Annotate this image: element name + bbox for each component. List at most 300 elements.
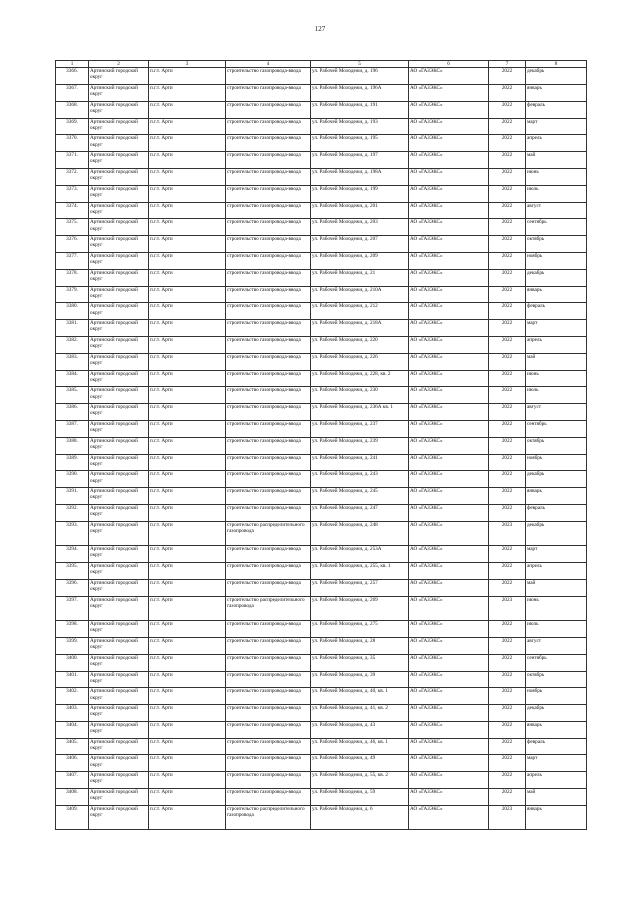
- year-cell: 2022: [489, 579, 526, 596]
- organization-cell: АО «ГАЗЭКС»: [409, 387, 489, 404]
- organization-cell: АО «ГАЗЭКС»: [409, 118, 489, 135]
- address-cell: ул. Рабочей Молодежи, д. 39: [311, 671, 409, 688]
- settlement-cell: п.г.т. Арти: [149, 320, 226, 337]
- organization-cell: АО «ГАЗЭКС»: [409, 621, 489, 638]
- row-number-cell: 3397.: [56, 596, 89, 621]
- row-number-cell: 3381.: [56, 320, 89, 337]
- table-row: [56, 152, 587, 169]
- work-type-cell: строительство газопровода-ввода: [226, 118, 311, 135]
- address-cell: ул. Рабочей Молодежи, д. 199: [311, 185, 409, 202]
- settlement-cell: п.г.т. Арти: [149, 705, 226, 722]
- month-cell: октябрь: [526, 236, 587, 253]
- year-cell: 2022: [489, 135, 526, 152]
- table-row: [56, 85, 587, 102]
- table-row: [56, 185, 587, 202]
- table-row: [56, 488, 587, 505]
- year-cell: 2022: [489, 168, 526, 185]
- organization-cell: АО «ГАЗЭКС»: [409, 202, 489, 219]
- address-cell: ул. Рабочей Молодежи, д. 228, кв. 2: [311, 370, 409, 387]
- year-cell: 2022: [489, 654, 526, 671]
- row-number-cell: 3405.: [56, 738, 89, 755]
- year-cell: 2022: [489, 454, 526, 471]
- settlement-cell: п.г.т. Арти: [149, 621, 226, 638]
- district-cell: Артинский городской округ: [89, 236, 149, 253]
- organization-cell: АО «ГАЗЭКС»: [409, 454, 489, 471]
- work-type-cell: строительство газопровода-ввода: [226, 488, 311, 505]
- table-row: [56, 454, 587, 471]
- work-type-cell: строительство распределительного газопровода: [226, 805, 311, 830]
- row-number-cell: 3402.: [56, 688, 89, 705]
- district-cell: Артинский городской округ: [89, 621, 149, 638]
- table-row: [56, 521, 587, 546]
- table-row: [56, 202, 587, 219]
- table-row: [56, 387, 587, 404]
- settlement-cell: п.г.т. Арти: [149, 370, 226, 387]
- district-cell: Артинский городской округ: [89, 68, 149, 85]
- work-type-cell: строительство газопровода-ввода: [226, 168, 311, 185]
- address-cell: ул. Рабочей Молодежи, д. 212: [311, 303, 409, 320]
- district-cell: Артинский городской округ: [89, 521, 149, 546]
- district-cell: Артинский городской округ: [89, 219, 149, 236]
- month-cell: январь: [526, 85, 587, 102]
- address-cell: ул. Рабочей Молодежи, д. 6: [311, 805, 409, 830]
- table-row: [56, 236, 587, 253]
- address-cell: ул. Рабочей Молодежи, д. 269: [311, 596, 409, 621]
- organization-cell: АО «ГАЗЭКС»: [409, 303, 489, 320]
- settlement-cell: п.г.т. Арти: [149, 521, 226, 546]
- month-cell: январь: [526, 721, 587, 738]
- row-number-cell: 3383.: [56, 353, 89, 370]
- address-cell: ул. Рабочей Молодежи, д. 21: [311, 269, 409, 286]
- settlement-cell: п.г.т. Арти: [149, 219, 226, 236]
- year-cell: 2022: [489, 504, 526, 521]
- table-row: [56, 721, 587, 738]
- row-number-cell: 3366.: [56, 68, 89, 85]
- work-type-cell: строительство газопровода-ввода: [226, 772, 311, 789]
- work-type-cell: строительство газопровода-ввода: [226, 437, 311, 454]
- year-cell: 2022: [489, 370, 526, 387]
- settlement-cell: п.г.т. Арти: [149, 671, 226, 688]
- row-number-cell: 3384.: [56, 370, 89, 387]
- settlement-cell: п.г.т. Арти: [149, 252, 226, 269]
- month-cell: январь: [526, 286, 587, 303]
- row-number-cell: 3378.: [56, 269, 89, 286]
- work-type-cell: строительство газопровода-ввода: [226, 504, 311, 521]
- year-cell: 2022: [489, 705, 526, 722]
- row-number-cell: 3385.: [56, 387, 89, 404]
- work-type-cell: строительство газопровода-ввода: [226, 219, 311, 236]
- header-cell: 8: [526, 61, 587, 68]
- table-row: [56, 370, 587, 387]
- month-cell: май: [526, 579, 587, 596]
- work-type-cell: строительство газопровода-ввода: [226, 563, 311, 580]
- district-cell: Артинский городской округ: [89, 135, 149, 152]
- address-cell: ул. Рабочей Молодежи, д. 275: [311, 621, 409, 638]
- work-type-cell: строительство газопровода-ввода: [226, 135, 311, 152]
- year-cell: 2022: [489, 152, 526, 169]
- row-number-cell: 3407.: [56, 772, 89, 789]
- month-cell: май: [526, 152, 587, 169]
- address-cell: ул. Рабочей Молодежи, д. 49: [311, 755, 409, 772]
- row-number-cell: 3391.: [56, 488, 89, 505]
- table-row: [56, 504, 587, 521]
- organization-cell: АО «ГАЗЭКС»: [409, 135, 489, 152]
- settlement-cell: п.г.т. Арти: [149, 85, 226, 102]
- row-number-cell: 3393.: [56, 521, 89, 546]
- header-cell: 4: [226, 61, 311, 68]
- district-cell: Артинский городской округ: [89, 596, 149, 621]
- district-cell: Артинский городской округ: [89, 269, 149, 286]
- month-cell: апрель: [526, 336, 587, 353]
- year-cell: 2022: [489, 387, 526, 404]
- address-cell: ул. Рабочей Молодежи, д. 255, кв. 1: [311, 563, 409, 580]
- row-number-cell: 3367.: [56, 85, 89, 102]
- organization-cell: АО «ГАЗЭКС»: [409, 437, 489, 454]
- month-cell: январь: [526, 488, 587, 505]
- table-row: [56, 772, 587, 789]
- district-cell: Артинский городской округ: [89, 202, 149, 219]
- work-type-cell: строительство газопровода-ввода: [226, 101, 311, 118]
- district-cell: Артинский городской округ: [89, 471, 149, 488]
- work-type-cell: строительство газопровода-ввода: [226, 637, 311, 654]
- row-number-cell: 3372.: [56, 168, 89, 185]
- district-cell: Артинский городской округ: [89, 738, 149, 755]
- table-row: [56, 755, 587, 772]
- organization-cell: АО «ГАЗЭКС»: [409, 252, 489, 269]
- organization-cell: АО «ГАЗЭКС»: [409, 336, 489, 353]
- address-cell: ул. Рабочей Молодежи, д. 203: [311, 219, 409, 236]
- row-number-cell: 3406.: [56, 755, 89, 772]
- gasification-table: [55, 60, 587, 830]
- address-cell: ул. Рабочей Молодежи, д. 196: [311, 68, 409, 85]
- organization-cell: АО «ГАЗЭКС»: [409, 596, 489, 621]
- address-cell: ул. Рабочей Молодежи, д. 43: [311, 721, 409, 738]
- settlement-cell: п.г.т. Арти: [149, 688, 226, 705]
- row-number-cell: 3373.: [56, 185, 89, 202]
- settlement-cell: п.г.т. Арти: [149, 596, 226, 621]
- month-cell: июнь: [526, 370, 587, 387]
- year-cell: 2022: [489, 219, 526, 236]
- year-cell: 2022: [489, 437, 526, 454]
- settlement-cell: п.г.т. Арти: [149, 721, 226, 738]
- settlement-cell: п.г.т. Арти: [149, 353, 226, 370]
- settlement-cell: п.г.т. Арти: [149, 488, 226, 505]
- district-cell: Артинский городской округ: [89, 805, 149, 830]
- year-cell: 2022: [489, 303, 526, 320]
- district-cell: Артинский городской округ: [89, 118, 149, 135]
- address-cell: ул. Рабочей Молодежи, д. 257: [311, 579, 409, 596]
- year-cell: 2022: [489, 101, 526, 118]
- organization-cell: АО «ГАЗЭКС»: [409, 688, 489, 705]
- work-type-cell: строительство газопровода-ввода: [226, 789, 311, 806]
- month-cell: июль: [526, 387, 587, 404]
- work-type-cell: строительство газопровода-ввода: [226, 236, 311, 253]
- organization-cell: АО «ГАЗЭКС»: [409, 185, 489, 202]
- year-cell: 2022: [489, 269, 526, 286]
- month-cell: декабрь: [526, 269, 587, 286]
- district-cell: Артинский городской округ: [89, 488, 149, 505]
- organization-cell: АО «ГАЗЭКС»: [409, 68, 489, 85]
- district-cell: Артинский городской округ: [89, 563, 149, 580]
- month-cell: июль: [526, 185, 587, 202]
- year-cell: 2023: [489, 805, 526, 830]
- settlement-cell: п.г.т. Арти: [149, 504, 226, 521]
- month-cell: август: [526, 637, 587, 654]
- month-cell: сентябрь: [526, 654, 587, 671]
- district-cell: Артинский городской округ: [89, 303, 149, 320]
- address-cell: ул. Рабочей Молодежи, д. 247: [311, 504, 409, 521]
- address-cell: ул. Рабочей Молодежи, д. 210А: [311, 286, 409, 303]
- year-cell: 2022: [489, 118, 526, 135]
- address-cell: ул. Рабочей Молодежи, д. 59: [311, 789, 409, 806]
- district-cell: Артинский городской округ: [89, 772, 149, 789]
- organization-cell: АО «ГАЗЭКС»: [409, 168, 489, 185]
- address-cell: ул. Рабочей Молодежи, д. 226: [311, 353, 409, 370]
- district-cell: Артинский городской округ: [89, 168, 149, 185]
- organization-cell: АО «ГАЗЭКС»: [409, 772, 489, 789]
- row-number-cell: 3388.: [56, 437, 89, 454]
- organization-cell: АО «ГАЗЭКС»: [409, 404, 489, 421]
- settlement-cell: п.г.т. Арти: [149, 454, 226, 471]
- district-cell: Артинский городской округ: [89, 654, 149, 671]
- district-cell: Артинский городской округ: [89, 721, 149, 738]
- district-cell: Артинский городской округ: [89, 546, 149, 563]
- row-number-cell: 3386.: [56, 404, 89, 421]
- row-number-cell: 3396.: [56, 579, 89, 596]
- table-row: [56, 118, 587, 135]
- organization-cell: АО «ГАЗЭКС»: [409, 546, 489, 563]
- table-row: [56, 68, 587, 85]
- address-cell: ул. Рабочей Молодежи, д. 41, кв. 2: [311, 705, 409, 722]
- district-cell: Артинский городской округ: [89, 437, 149, 454]
- organization-cell: АО «ГАЗЭКС»: [409, 579, 489, 596]
- table-row: [56, 563, 587, 580]
- month-cell: апрель: [526, 772, 587, 789]
- month-cell: ноябрь: [526, 454, 587, 471]
- work-type-cell: строительство газопровода-ввода: [226, 471, 311, 488]
- address-cell: ул. Рабочей Молодежи, д. 207: [311, 236, 409, 253]
- month-cell: декабрь: [526, 705, 587, 722]
- year-cell: 2022: [489, 671, 526, 688]
- row-number-cell: 3370.: [56, 135, 89, 152]
- address-cell: ул. Рабочей Молодежи, д. 191: [311, 101, 409, 118]
- organization-cell: АО «ГАЗЭКС»: [409, 420, 489, 437]
- address-cell: ул. Рабочей Молодежи, д. 40, кв. 1: [311, 688, 409, 705]
- work-type-cell: строительство газопровода-ввода: [226, 320, 311, 337]
- settlement-cell: п.г.т. Арти: [149, 404, 226, 421]
- header-cell: 3: [149, 61, 226, 68]
- month-cell: март: [526, 755, 587, 772]
- table-row: [56, 286, 587, 303]
- work-type-cell: строительство газопровода-ввода: [226, 152, 311, 169]
- year-cell: 2022: [489, 688, 526, 705]
- organization-cell: АО «ГАЗЭКС»: [409, 471, 489, 488]
- settlement-cell: п.г.т. Арти: [149, 738, 226, 755]
- settlement-cell: п.г.т. Арти: [149, 387, 226, 404]
- month-cell: январь: [526, 805, 587, 830]
- work-type-cell: строительство газопровода-ввода: [226, 68, 311, 85]
- row-number-cell: 3377.: [56, 252, 89, 269]
- header-cell: 1: [56, 61, 89, 68]
- table-row: [56, 579, 587, 596]
- year-cell: 2022: [489, 637, 526, 654]
- year-cell: 2022: [489, 353, 526, 370]
- work-type-cell: строительство газопровода-ввода: [226, 370, 311, 387]
- district-cell: Артинский городской округ: [89, 637, 149, 654]
- month-cell: декабрь: [526, 521, 587, 546]
- year-cell: 2022: [489, 563, 526, 580]
- organization-cell: АО «ГАЗЭКС»: [409, 671, 489, 688]
- table-row: [56, 738, 587, 755]
- settlement-cell: п.г.т. Арти: [149, 101, 226, 118]
- district-cell: Артинский городской округ: [89, 579, 149, 596]
- row-number-cell: 3376.: [56, 236, 89, 253]
- table-row: [56, 353, 587, 370]
- settlement-cell: п.г.т. Арти: [149, 185, 226, 202]
- row-number-cell: 3399.: [56, 637, 89, 654]
- organization-cell: АО «ГАЗЭКС»: [409, 721, 489, 738]
- month-cell: февраль: [526, 738, 587, 755]
- district-cell: Артинский городской округ: [89, 688, 149, 705]
- address-cell: ул. Рабочей Молодежи, д. 195: [311, 135, 409, 152]
- row-number-cell: 3380.: [56, 303, 89, 320]
- settlement-cell: п.г.т. Арти: [149, 579, 226, 596]
- organization-cell: АО «ГАЗЭКС»: [409, 755, 489, 772]
- row-number-cell: 3379.: [56, 286, 89, 303]
- organization-cell: АО «ГАЗЭКС»: [409, 353, 489, 370]
- address-cell: ул. Рабочей Молодежи, д. 241: [311, 454, 409, 471]
- year-cell: 2022: [489, 546, 526, 563]
- address-cell: ул. Рабочей Молодежи, д. 230: [311, 387, 409, 404]
- row-number-cell: 3404.: [56, 721, 89, 738]
- settlement-cell: п.г.т. Арти: [149, 303, 226, 320]
- table-row: [56, 789, 587, 806]
- month-cell: июнь: [526, 168, 587, 185]
- row-number-cell: 3368.: [56, 101, 89, 118]
- work-type-cell: строительство газопровода-ввода: [226, 654, 311, 671]
- work-type-cell: строительство газопровода-ввода: [226, 579, 311, 596]
- work-type-cell: строительство газопровода-ввода: [226, 286, 311, 303]
- table-row: [56, 420, 587, 437]
- organization-cell: АО «ГАЗЭКС»: [409, 637, 489, 654]
- row-number-cell: 3408.: [56, 789, 89, 806]
- district-cell: Артинский городской округ: [89, 353, 149, 370]
- table-row: [56, 269, 587, 286]
- row-number-cell: 3392.: [56, 504, 89, 521]
- month-cell: июнь: [526, 596, 587, 621]
- month-cell: декабрь: [526, 68, 587, 85]
- work-type-cell: строительство газопровода-ввода: [226, 303, 311, 320]
- work-type-cell: строительство газопровода-ввода: [226, 269, 311, 286]
- work-type-cell: строительство газопровода-ввода: [226, 721, 311, 738]
- organization-cell: АО «ГАЗЭКС»: [409, 101, 489, 118]
- address-cell: ул. Рабочей Молодежи, д. 55, кв. 2: [311, 772, 409, 789]
- district-cell: Артинский городской округ: [89, 370, 149, 387]
- year-cell: 2022: [489, 286, 526, 303]
- organization-cell: АО «ГАЗЭКС»: [409, 152, 489, 169]
- organization-cell: АО «ГАЗЭКС»: [409, 269, 489, 286]
- month-cell: август: [526, 404, 587, 421]
- month-cell: май: [526, 353, 587, 370]
- district-cell: Артинский городской округ: [89, 336, 149, 353]
- month-cell: февраль: [526, 504, 587, 521]
- page-number: 127: [314, 25, 326, 33]
- settlement-cell: п.г.т. Арти: [149, 135, 226, 152]
- address-cell: ул. Рабочей Молодежи, д. 236А кв. 1: [311, 404, 409, 421]
- month-cell: ноябрь: [526, 252, 587, 269]
- organization-cell: АО «ГАЗЭКС»: [409, 370, 489, 387]
- settlement-cell: п.г.т. Арти: [149, 437, 226, 454]
- row-number-cell: 3398.: [56, 621, 89, 638]
- district-cell: Артинский городской округ: [89, 152, 149, 169]
- address-cell: ул. Рабочей Молодежи, д. 243: [311, 471, 409, 488]
- district-cell: Артинский городской округ: [89, 504, 149, 521]
- header-cell: 6: [409, 61, 489, 68]
- address-cell: ул. Рабочей Молодежи, д. 245: [311, 488, 409, 505]
- settlement-cell: п.г.т. Арти: [149, 202, 226, 219]
- work-type-cell: строительство газопровода-ввода: [226, 185, 311, 202]
- address-cell: ул. Рабочей Молодежи, д. 209: [311, 252, 409, 269]
- table-row: [56, 437, 587, 454]
- address-cell: ул. Рабочей Молодежи, д. 248: [311, 521, 409, 546]
- month-cell: декабрь: [526, 471, 587, 488]
- year-cell: 2022: [489, 420, 526, 437]
- table-row: [56, 168, 587, 185]
- organization-cell: АО «ГАЗЭКС»: [409, 236, 489, 253]
- table-row: [56, 404, 587, 421]
- organization-cell: АО «ГАЗЭКС»: [409, 504, 489, 521]
- year-cell: 2022: [489, 236, 526, 253]
- year-cell: 2022: [489, 789, 526, 806]
- address-cell: ул. Рабочей Молодежи, д. 46, кв. 1: [311, 738, 409, 755]
- work-type-cell: строительство газопровода-ввода: [226, 336, 311, 353]
- settlement-cell: п.г.т. Арти: [149, 654, 226, 671]
- work-type-cell: строительство газопровода-ввода: [226, 252, 311, 269]
- month-cell: сентябрь: [526, 420, 587, 437]
- settlement-cell: п.г.т. Арти: [149, 236, 226, 253]
- year-cell: 2022: [489, 68, 526, 85]
- work-type-cell: строительство газопровода-ввода: [226, 454, 311, 471]
- table-row: [56, 546, 587, 563]
- address-cell: ул. Рабочей Молодежи, д. 239: [311, 437, 409, 454]
- work-type-cell: строительство газопровода-ввода: [226, 755, 311, 772]
- month-cell: ноябрь: [526, 688, 587, 705]
- table-row: [56, 135, 587, 152]
- row-number-cell: 3395.: [56, 563, 89, 580]
- organization-cell: АО «ГАЗЭКС»: [409, 286, 489, 303]
- organization-cell: АО «ГАЗЭКС»: [409, 488, 489, 505]
- table-row: [56, 320, 587, 337]
- work-type-cell: строительство газопровода-ввода: [226, 705, 311, 722]
- settlement-cell: п.г.т. Арти: [149, 772, 226, 789]
- row-number-cell: 3374.: [56, 202, 89, 219]
- month-cell: март: [526, 546, 587, 563]
- settlement-cell: п.г.т. Арти: [149, 546, 226, 563]
- month-cell: октябрь: [526, 671, 587, 688]
- table-row: [56, 688, 587, 705]
- row-number-cell: 3389.: [56, 454, 89, 471]
- month-cell: июль: [526, 621, 587, 638]
- organization-cell: АО «ГАЗЭКС»: [409, 85, 489, 102]
- address-cell: ул. Рабочей Молодежи, д. 220: [311, 336, 409, 353]
- table-row: [56, 705, 587, 722]
- work-type-cell: строительство газопровода-ввода: [226, 688, 311, 705]
- district-cell: Артинский городской округ: [89, 420, 149, 437]
- address-cell: ул. Рабочей Молодежи, д. 253А: [311, 546, 409, 563]
- settlement-cell: п.г.т. Арти: [149, 286, 226, 303]
- year-cell: 2023: [489, 521, 526, 546]
- table-row: [56, 219, 587, 236]
